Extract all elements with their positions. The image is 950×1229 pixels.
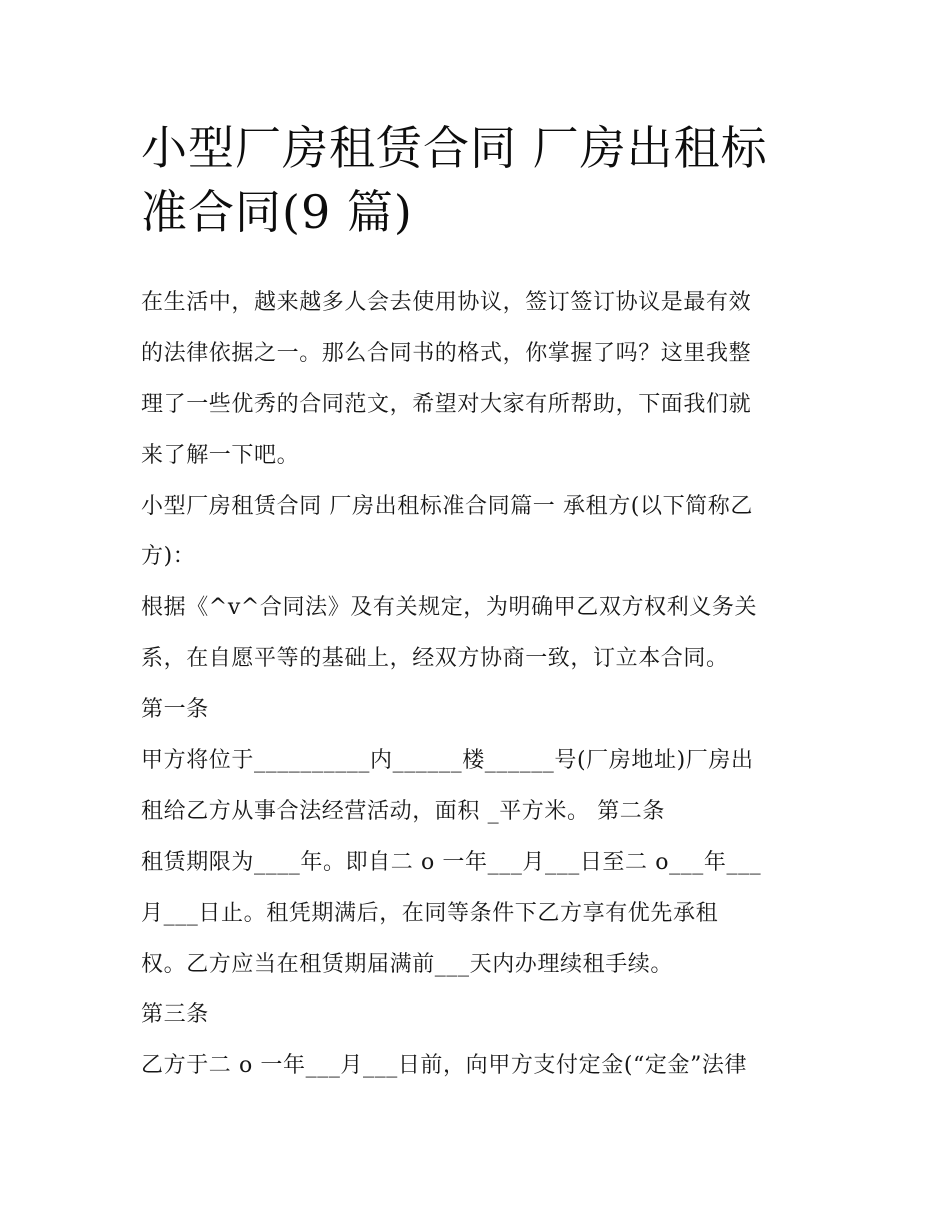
paragraph-line: 月___日止。租凭期满后，在同等条件下乙方享有优先承租 [141,900,719,926]
paragraph-line: 乙方于二 o 一年___月___日前，向甲方支付定金(“定金”法律 [141,1053,748,1079]
paragraph-line: 理了一些优秀的合同范文，希望对大家有所帮助，下面我们就 [141,391,752,417]
section-heading-line: 方)： [141,544,196,570]
paragraph-line: 根据《^v^合同法》及有关规定，为明确甲乙双方权利义务关 [141,595,758,621]
paragraph-line: 甲方将位于__________内______楼______号(厂房地址)厂房出 [141,748,754,774]
paragraph-line: 权。乙方应当在租赁期届满前___天内办理续租手续。 [141,951,674,977]
paragraph-line: 租赁期限为____年。即自二 o 一年___月___日至二 o___年___ [141,849,762,875]
title-line: 小型厂房租赁合同 厂房出租标 [141,121,768,175]
document-title [141,116,821,244]
paragraph-line: 系，在自愿平等的基础上，经双方协商一致，订立本合同。 [141,646,729,672]
paragraph-line: 的法律依据之一。那么合同书的格式，你掌握了吗？这里我整 [141,340,752,366]
document-body [141,278,821,1092]
title-line: 准合同(9 篇) [141,185,413,239]
article-heading: 第一条 [141,697,209,723]
paragraph-line: 来了解一下吧。 [141,442,300,468]
section-heading-line: 小型厂房租赁合同 厂房出租标准合同篇一 承租方(以下简称乙 [141,493,753,519]
paragraph-line: 在生活中，越来越多人会去使用协议，签订签订协议是最有效 [141,290,752,315]
article-heading: 第三条 [141,1002,209,1028]
paragraph-line: 租给乙方从事合法经营活动，面积 _平方米。 第二条 [141,798,665,824]
